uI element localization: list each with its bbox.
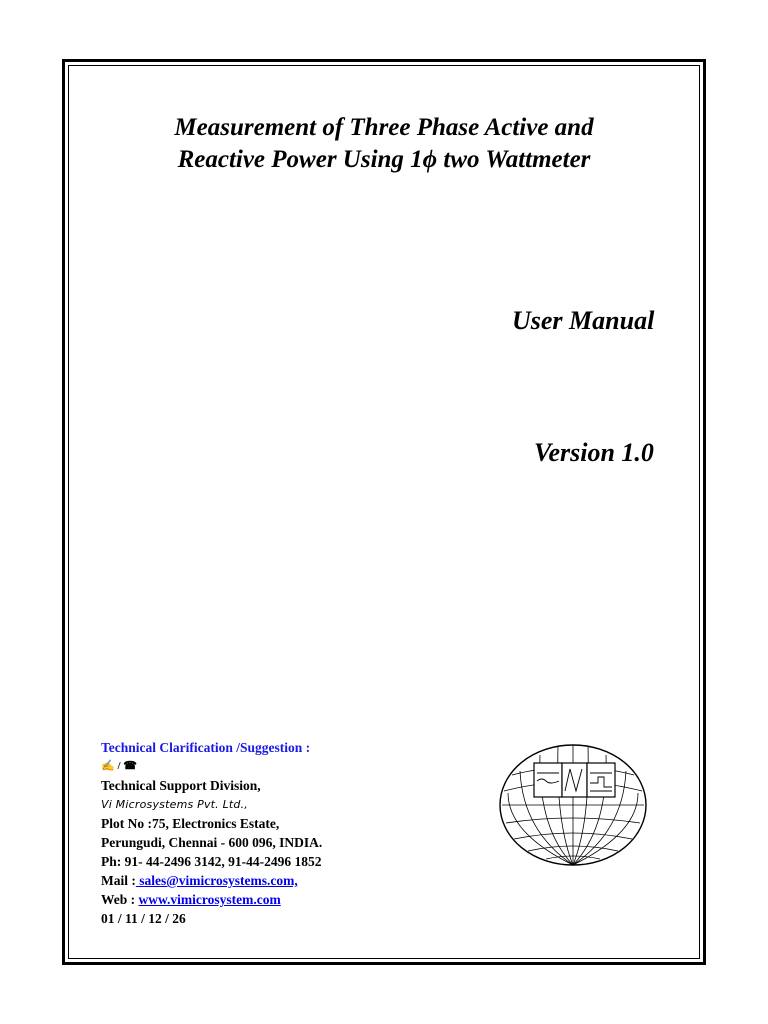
contact-heading: Technical Clarification /Suggestion : [101, 740, 311, 755]
web-row [101, 890, 322, 909]
writing-phone-icons: ✍ / ☎ [101, 760, 137, 772]
company-logo-globe-icon [498, 743, 648, 867]
address-line-2: Perungudi, Chennai - 600 096, INDIA. [101, 835, 323, 850]
mail-label: Mail : [101, 873, 136, 888]
title-line-1: Measurement of Three Phase Active and [174, 114, 594, 141]
web-label: Web : [101, 892, 136, 907]
document-code: 01 / 11 / 12 / 26 [101, 911, 186, 926]
version-heading: Version 1.0 [534, 438, 654, 467]
phone-numbers: Ph: 91- 44-2496 3142, 91-44-2496 1852 [101, 854, 322, 869]
company-name: Vi Microsystems Pvt. Ltd., [101, 798, 248, 811]
support-division: Technical Support Division, [101, 778, 261, 793]
user-manual-heading: User Manual [512, 306, 655, 335]
title-line-2: Reactive Power Using 1ϕ two Wattmeter [177, 146, 591, 173]
address-line-1: Plot No :75, Electronics Estate, [101, 816, 280, 831]
contact-block [101, 738, 322, 928]
web-link[interactable]: www.vimicrosystem.com [138, 892, 281, 907]
mail-link[interactable]: sales@vimicrosystems.com, [135, 873, 298, 888]
document-title [68, 112, 700, 176]
mail-row [101, 871, 322, 890]
